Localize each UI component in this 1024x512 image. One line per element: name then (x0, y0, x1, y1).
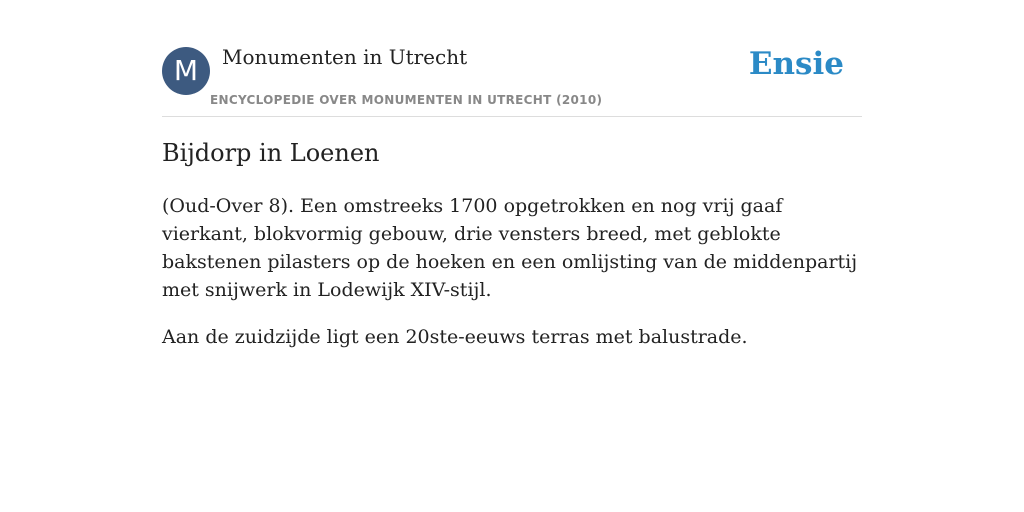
article-paragraph: Aan de zuidzijde ligt een 20ste-eeuws terras met balustrade. (162, 326, 748, 348)
article-paragraph: (Oud-Over 8). Een omstreeks 1700 opgetrokken en nog vrij gaaf vierkant, blokvormig gebouw, drie vensters breed, met geblokte bakstenen pilasters op de hoeken en een omlijsting van de middenpartij met snijwerk in Lodewijk XIV-stijl. (162, 195, 858, 301)
article-body (162, 192, 862, 370)
page-container (162, 0, 862, 348)
avatar[interactable]: M (162, 47, 210, 95)
article-title: Bijdorp in Loenen (162, 139, 380, 167)
site-subtitle: ENCYCLOPEDIE OVER MONUMENTEN IN UTRECHT (2010) (210, 93, 603, 107)
site-title[interactable]: Monumenten in Utrecht (222, 45, 468, 69)
brand-logo[interactable]: Ensie (748, 46, 844, 82)
site-header (162, 0, 862, 117)
